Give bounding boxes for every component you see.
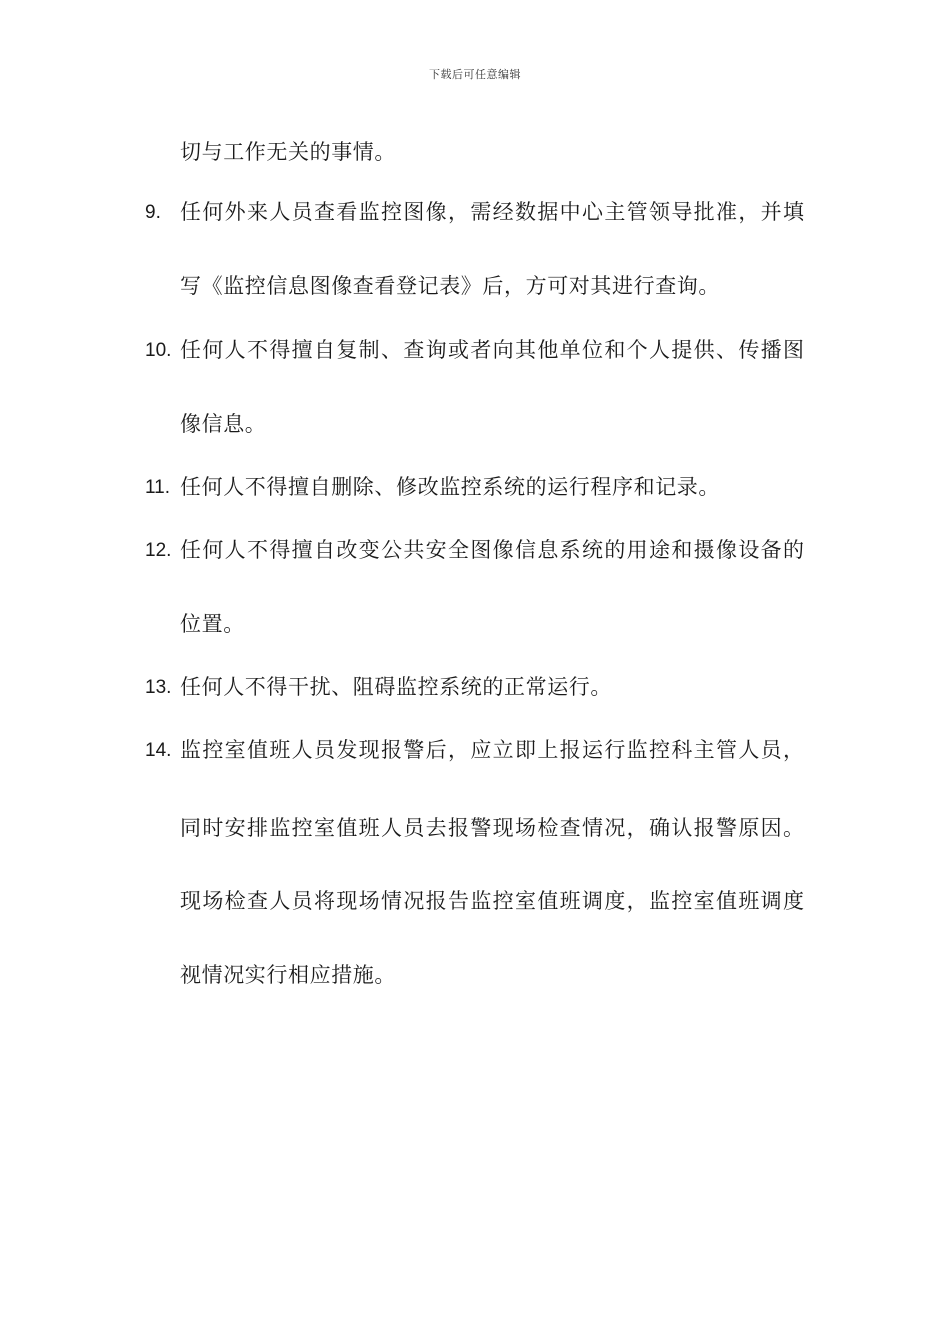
item-text-line: 写《监控信息图像查看登记表》后，方可对其进行查询。 xyxy=(180,274,720,298)
item-number: 12. xyxy=(145,540,172,561)
item-text-line: 位置。 xyxy=(180,612,245,636)
item-text-line: 任何外来人员查看监控图像，需经数据中心主管领导批准，并填 xyxy=(180,200,804,224)
item-text-line: 监控室值班人员发现报警后，应立即上报运行监控科主管人员， xyxy=(180,738,804,762)
item-number: 14. xyxy=(145,740,172,761)
continuation-text: 切与工作无关的事情。 xyxy=(180,140,396,164)
item-number: 13. xyxy=(145,677,172,698)
item-text-line: 像信息。 xyxy=(180,412,267,436)
page-header: 下载后可任意编辑 xyxy=(429,68,521,81)
item-number: 10. xyxy=(145,340,172,361)
item-text-line: 任何人不得干扰、阻碍监控系统的正常运行。 xyxy=(180,675,612,699)
item-text-line: 同时安排监控室值班人员去报警现场检查情况，确认报警原因。 xyxy=(180,816,804,840)
item-text-line: 任何人不得擅自删除、修改监控系统的运行程序和记录。 xyxy=(180,475,720,499)
item-number: 11. xyxy=(145,477,171,498)
item-text-line: 视情况实行相应措施。 xyxy=(180,963,396,987)
item-text-line: 任何人不得擅自复制、查询或者向其他单位和个人提供、传播图 xyxy=(180,338,804,362)
item-number: 9. xyxy=(145,202,161,223)
item-text-line: 任何人不得擅自改变公共安全图像信息系统的用途和摄像设备的 xyxy=(180,538,804,562)
item-text-line: 现场检查人员将现场情况报告监控室值班调度，监控室值班调度 xyxy=(180,889,804,913)
